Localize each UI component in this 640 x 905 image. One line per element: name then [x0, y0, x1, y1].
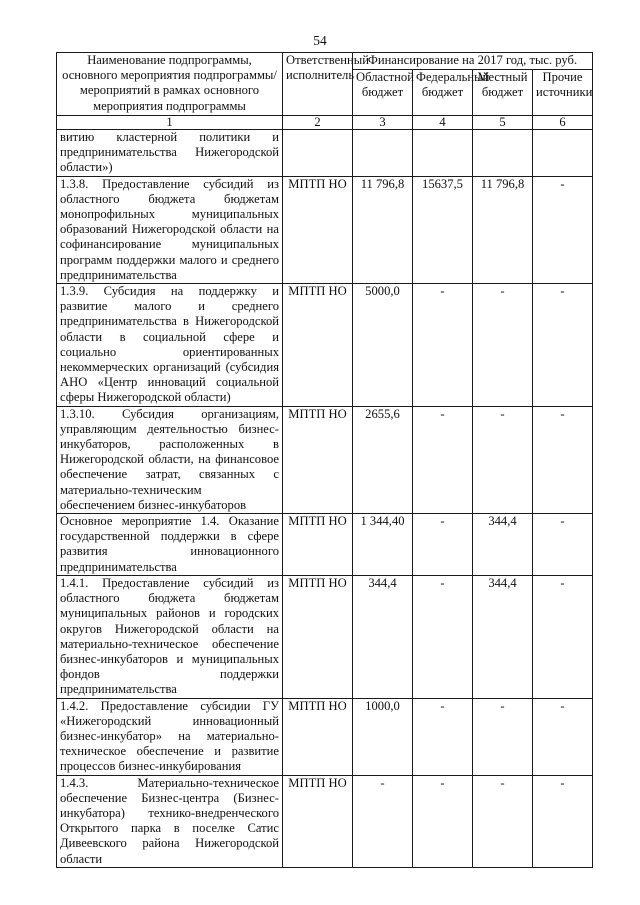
row-regional: [353, 130, 413, 177]
header-federal: Федеральный бюджет: [413, 70, 473, 116]
row-other: -: [533, 514, 593, 576]
column-number: 2: [283, 116, 353, 130]
row-executor: МПТП НО: [283, 284, 353, 407]
row-other: -: [533, 176, 593, 283]
row-regional: 11 796,8: [353, 176, 413, 283]
row-executor: МПТП НО: [283, 514, 353, 576]
header-other: Прочие источники: [533, 70, 593, 116]
row-federal: -: [413, 284, 473, 407]
row-executor: [283, 130, 353, 177]
row-executor: МПТП НО: [283, 698, 353, 775]
table-row: [57, 575, 593, 698]
row-other: -: [533, 406, 593, 513]
row-federal: -: [413, 575, 473, 698]
row-local: -: [473, 775, 533, 867]
row-regional: 1000,0: [353, 698, 413, 775]
row-local: -: [473, 284, 533, 407]
row-regional: 5000,0: [353, 284, 413, 407]
header-regional: Областной бюджет: [353, 70, 413, 116]
header-name: Наименование подпрограммы, основного мероприятия подпрограммы/мероприятий в рамках основного мероприятия подпрограммы: [57, 53, 283, 116]
row-description: Основное мероприятие 1.4. Оказание государственной поддержки в сфере развития инновационного предпринимательства: [57, 514, 283, 576]
table-row: [57, 176, 593, 283]
table-row: [57, 698, 593, 775]
row-regional: 2655,6: [353, 406, 413, 513]
row-local: -: [473, 698, 533, 775]
row-description: 1.4.2. Предоставление субсидии ГУ «Нижегородский инновационный бизнес-инкубатор» на материально-техническое обеспечение и развитие процессов бизнес-инкубирования: [57, 698, 283, 775]
row-other: -: [533, 575, 593, 698]
column-number: 1: [57, 116, 283, 130]
financing-table: [56, 52, 593, 868]
row-description: 1.3.8. Предоставление субсидий из областного бюджета бюджетам монопрофильных муниципальных образований Нижегородской области на софинансирование муниципальных программ поддержки малого и среднего предпринимательства: [57, 176, 283, 283]
header-financing: Финансирование на 2017 год, тыс. руб.: [353, 53, 593, 70]
table-row: [57, 130, 593, 177]
row-executor: МПТП НО: [283, 406, 353, 513]
row-executor: МПТП НО: [283, 176, 353, 283]
row-executor: МПТП НО: [283, 775, 353, 867]
table-row: [57, 284, 593, 407]
row-other: -: [533, 284, 593, 407]
row-local: 344,4: [473, 514, 533, 576]
row-federal: 15637,5: [413, 176, 473, 283]
row-regional: 1 344,40: [353, 514, 413, 576]
table-row: [57, 775, 593, 867]
table-row: [57, 406, 593, 513]
column-numbers-row: [57, 116, 593, 130]
row-federal: -: [413, 406, 473, 513]
row-other: [533, 130, 593, 177]
row-regional: 344,4: [353, 575, 413, 698]
row-executor: МПТП НО: [283, 575, 353, 698]
row-local: 344,4: [473, 575, 533, 698]
column-number: 3: [353, 116, 413, 130]
row-description: 1.4.3. Материально-техническое обеспечение Бизнес-центра (Бизнес-инкубатора) технико-внедренческого Открытого парка в поселке Сатис Дивеевского района Нижегородской области: [57, 775, 283, 867]
column-number: 5: [473, 116, 533, 130]
row-local: 11 796,8: [473, 176, 533, 283]
header-local: Местный бюджет: [473, 70, 533, 116]
row-other: -: [533, 698, 593, 775]
row-federal: -: [413, 698, 473, 775]
row-description: витию кластерной политики и предпринимательства Нижегородской области»): [57, 130, 283, 177]
column-number: 4: [413, 116, 473, 130]
row-federal: -: [413, 775, 473, 867]
row-description: 1.4.1. Предоставление субсидий из областного бюджета бюджетам муниципальных районов и городских округов Нижегородской области на материально-техническое обеспечение бизнес-инкубаторов и муниципальных фондов поддержки предпринимательства: [57, 575, 283, 698]
row-description: 1.3.9. Субсидия на поддержку и развитие малого и среднего предпринимательства в Нижегородской области в социальной сфере и социально ориентированных некоммерческих организаций (субсидия АНО «Центр инноваций социальной сферы Нижегородской области): [57, 284, 283, 407]
row-federal: [413, 130, 473, 177]
row-federal: -: [413, 514, 473, 576]
header-executor: Ответственный исполнитель: [283, 53, 353, 116]
table-row: [57, 514, 593, 576]
row-local: -: [473, 406, 533, 513]
row-other: -: [533, 775, 593, 867]
column-number: 6: [533, 116, 593, 130]
page-number: 54: [313, 33, 327, 48]
row-local: [473, 130, 533, 177]
row-regional: -: [353, 775, 413, 867]
row-description: 1.3.10. Субсидия организациям, управляющим деятельностью бизнес-инкубаторов, расположенных в Нижегородской области, на финансовое обеспечение затрат, связанных с материально-техническим обеспечением бизнес-инкубаторов: [57, 406, 283, 513]
